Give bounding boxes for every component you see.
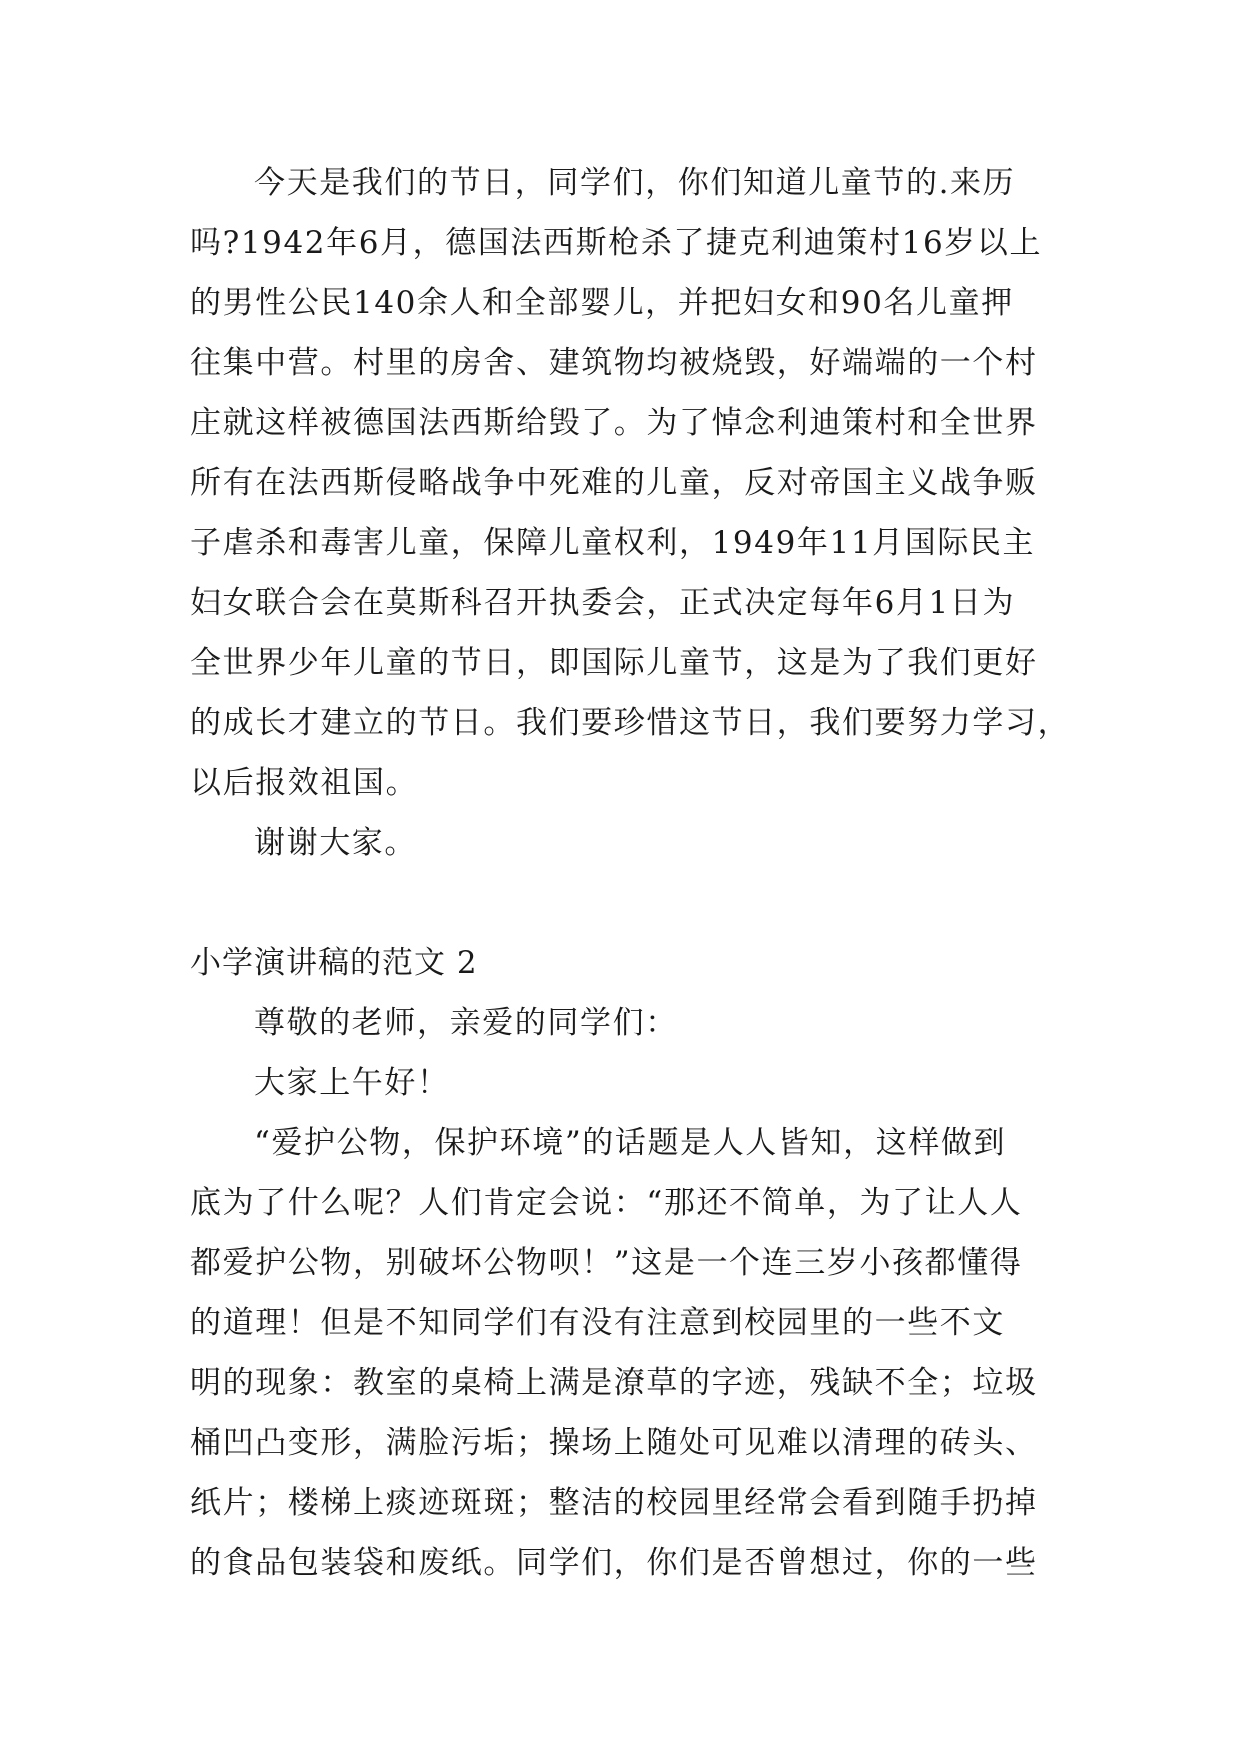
- paragraph-line: “爱护公物，保护环境”的话题是人人皆知，这样做到: [254, 1125, 1007, 1161]
- paragraph-line: 以后报效祖国。: [190, 765, 419, 801]
- paragraph-line: 全世界少年儿童的节日，即国际儿童节，这是为了我们更好: [190, 645, 1038, 681]
- paragraph-line: 庄就这样被德国法西斯给毁了。为了悼念利迪策村和全世界: [190, 405, 1038, 441]
- paragraph-line: 所有在法西斯侵略战争中死难的儿童，反对帝国主义战争贩: [190, 465, 1038, 501]
- paragraph-line: 明的现象：教室的桌椅上满是潦草的字迹，残缺不全；垃圾: [190, 1365, 1038, 1401]
- paragraph-line: 的食品包装袋和废纸。同学们，你们是否曾想过，你的一些: [190, 1545, 1038, 1581]
- paragraph-line: 子虐杀和毒害儿童，保障儿童权利，1949年11月国际民主: [190, 525, 1036, 561]
- section-title: 小学演讲稿的范文 2: [190, 945, 478, 981]
- paragraph-line: 底为了什么呢？人们肯定会说：“那还不简单，为了让人人: [190, 1185, 1023, 1221]
- paragraph-line: 都爱护公物，别破坏公物呗！”这是一个连三岁小孩都懂得: [190, 1245, 1023, 1281]
- paragraph-line: 的道理！但是不知同学们有没有注意到校园里的一些不文: [190, 1305, 1005, 1341]
- paragraph-line: 的男性公民140余人和全部婴儿，并把妇女和90名儿童押: [190, 285, 1014, 321]
- document-body: [190, 153, 1071, 1593]
- paragraph-line: 往集中营。村里的房舍、建筑物均被烧毁，好端端的一个村: [190, 345, 1038, 381]
- salutation-line: 尊敬的老师，亲爱的同学们：: [254, 1005, 678, 1041]
- paragraph-line: 今天是我们的节日，同学们，你们知道儿童节的.来历: [254, 165, 1016, 201]
- thanks-line: 谢谢大家。: [254, 825, 417, 861]
- paragraph-line: 妇女联合会在莫斯科召开执委会，正式决定每年6月1日为: [190, 585, 1016, 621]
- section-spacer: [190, 873, 1050, 933]
- paragraph-line: 的成长才建立的节日。我们要珍惜这节日，我们要努力学习，: [190, 705, 1071, 741]
- paragraph-line: 纸片；楼梯上痰迹斑斑；整洁的校园里经常会看到随手扔掉: [190, 1485, 1038, 1521]
- greeting-line: 大家上午好！: [254, 1065, 450, 1101]
- paragraph-line: 桶凹凸变形，满脸污垢；操场上随处可见难以清理的砖头、: [190, 1425, 1038, 1461]
- paragraph-line: 吗?1942年6月，德国法西斯枪杀了捷克利迪策村16岁以上: [190, 225, 1043, 261]
